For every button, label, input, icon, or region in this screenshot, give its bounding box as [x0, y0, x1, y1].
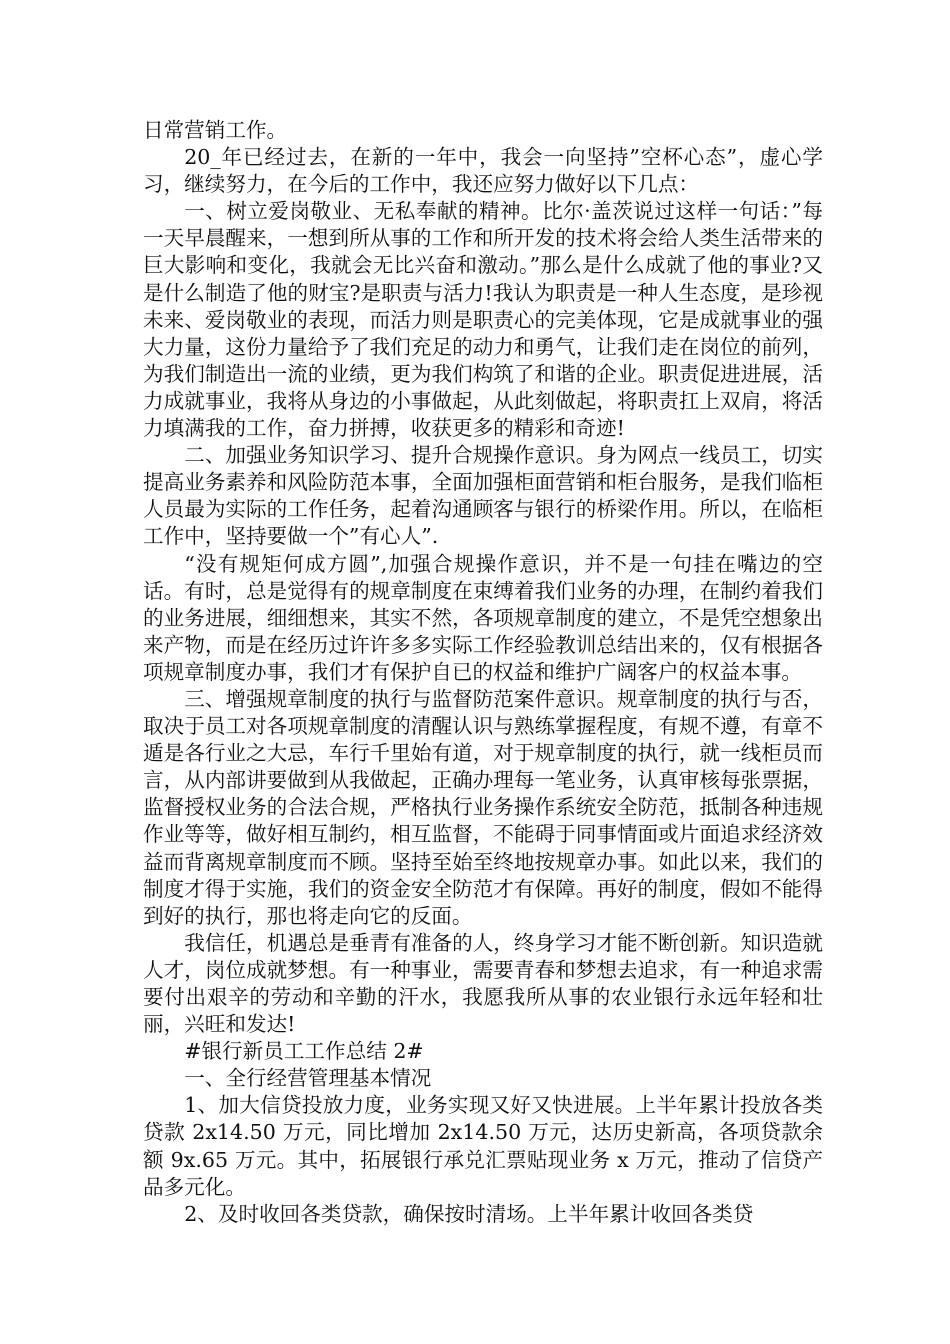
paragraph: 1、加大信贷投放力度，业务实现又好又快进展。上半年累计投放各类贷款 2x14.50 万元，同比增加 2x14.50 万元，达历史新高，各项贷款余额 9x.65 万元。其中，拓展银行承兑汇票贴现业务 x 万元，推动了信贷产品多元化。: [143, 1093, 823, 1199]
section-heading: #银行新员工工作总结 2#: [184, 1039, 424, 1064]
paragraph: 2、及时收回各类贷款，确保按时清场。上半年累计收回各类贷: [184, 1201, 754, 1226]
paragraph: 20_年已经过去，在新的一年中，我会一向坚持”空杯心态”，虚心学习，继续努力，在今后的工作中，我还应努力做好以下几点：: [143, 145, 823, 197]
paragraph: 我信任，机遇总是垂青有准备的人，终身学习才能不断创新。知识造就人才，岗位成就梦想。有一种事业，需要青春和梦想去追求，有一种追求需要付出艰辛的劳动和辛勤的汗水，我愿我所从事的农业银行永远年轻和壮丽，兴旺和发达!: [143, 930, 823, 1037]
paragraph-section-2: 二、加强业务知识学习、提升合规操作意识。身为网点一线员工，切实提高业务素养和风险防范本事，全面加强柜面营销和柜台服务，是我们临柜人员最为实际的工作任务，起着沟通顾客与银行的桥梁作用。所以，在临柜工作中，坚持要做一个”有心人”.: [143, 443, 823, 549]
paragraph: “没有规矩何成方圆”,加强合规操作意识，并不是一句挂在嘴边的空话。有时，总是觉得有的规章制度在束缚着我们业务的办理，在制约着我们的业务进展，细细想来，其实不然，各项规章制度的建立，不是凭空想象出来产物，而是在经历过许许多多实际工作经验教训总结出来的，仅有根据各项规章制度办事，我们才有保护自已的权益和维护广阔客户的权益本事。: [143, 551, 823, 684]
document-body: [143, 117, 823, 1228]
subsection-heading: 一、全行经营管理基本情况: [184, 1066, 432, 1091]
paragraph-section-3: 三、增强规章制度的执行与监督防范案件意识。规章制度的执行与否，取决于员工对各项规章制度的清醒认识与熟练掌握程度，有规不遵，有章不遁是各行业之大忌，车行千里始有道，对于规章制度的执行，就一线柜员而言，从内部讲要做到从我做起，正确办理每一笔业务，认真审核每张票据，监督授权业务的合法合规，严格执行业务操作系统安全防范，抵制各种违规作业等等，做好相互制约，相互监督，不能碍于同事情面或片面追求经济效益而背离规章制度而不顾。坚持至始至终地按规章办事。如此以来，我们的制度才得于实施，我们的资金安全防范才有保障。再好的制度，假如不能得到好的执行，那也将走向它的反面。: [143, 686, 823, 928]
paragraph: 日常营销工作。: [143, 118, 288, 142]
paragraph-section-1: 一、树立爱岗敬业、无私奉献的精神。比尔·盖茨说过这样一句话：”每一天早晨醒来，一想到所从事的工作和所开发的技术将会给人类生活带来的巨大影响和变化，我就会无比兴奋和激动。”那么是什么成就了他的事业?又是什么制造了他的财宝?是职责与活力!我认为职责是一种人生态度，是珍视未来、爱岗敬业的表现，而活力则是职责心的完美体现，它是成就事业的强大力量，这份力量给予了我们充足的动力和勇气，让我们走在岗位的前列，为我们制造出一流的业绩，更为我们构筑了和谐的企业。职责促进进展，活力成就事业，我将从身边的小事做起，从此刻做起，将职责扛上双肩，将活力填满我的工作，奋力拼搏，收获更多的精彩和奇迹!: [143, 199, 823, 441]
